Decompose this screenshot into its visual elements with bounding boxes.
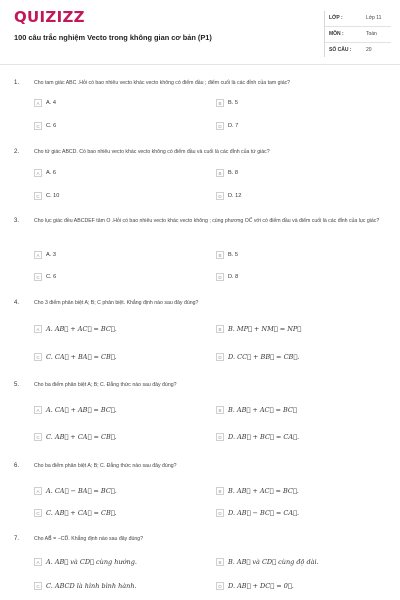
option-text: D. 12 xyxy=(228,193,242,199)
option-text: C. 6 xyxy=(46,123,57,129)
option-d[interactable] xyxy=(216,353,299,361)
option-letter-box: B xyxy=(216,251,224,259)
option-text: A. AB⃗ + AC⃗ = BC⃗. xyxy=(46,325,117,333)
option-letter-box: D xyxy=(216,273,224,281)
question-number: 6. xyxy=(14,463,20,469)
option-a[interactable] xyxy=(34,251,56,259)
option-letter-box: C xyxy=(34,273,42,281)
option-a[interactable] xyxy=(34,325,117,333)
meta-value: Lớp 11 xyxy=(366,15,382,21)
option-letter-box: C xyxy=(34,433,42,441)
option-a[interactable] xyxy=(34,406,117,414)
option-b[interactable] xyxy=(216,169,238,177)
option-letter-box: B xyxy=(216,169,224,177)
option-d[interactable] xyxy=(216,273,238,281)
question-text: Cho lục giác đều ABCDEF tâm O .Hỏi có bao nhiêu vecto khác vecto không ; cùng phương OC⃗ với có điểm đầu và điểm cuối là các đỉnh của lục giác? xyxy=(34,218,380,224)
worksheet-meta xyxy=(324,11,391,57)
question-text: Cho 3 điểm phân biệt A; B; C phân biệt. Khẳng định nào sau đây đúng? xyxy=(34,300,199,306)
option-text: C. CA⃗ + BA⃗ = CB⃗. xyxy=(46,353,117,361)
option-c[interactable] xyxy=(34,582,137,590)
option-text: B. AB⃗ + AC⃗ = BC⃗ xyxy=(228,406,297,414)
question-number: 1. xyxy=(14,80,20,86)
option-b[interactable] xyxy=(216,251,238,259)
meta-label: SỐ CÂU : xyxy=(329,47,352,53)
worksheet-header xyxy=(0,0,400,62)
meta-label: LỚP : xyxy=(329,15,343,21)
meta-row-subject xyxy=(325,27,391,43)
option-text: B. MP⃗ + NM⃗ = NP⃗ xyxy=(228,325,302,333)
option-letter-box: B xyxy=(216,99,224,107)
meta-value: Toán xyxy=(366,31,377,37)
option-letter-box: D xyxy=(216,509,224,517)
option-c[interactable] xyxy=(34,122,56,130)
question-text: Cho tam giác ABC .Hỏi có bao nhiêu vecto khác vecto không có điểm đầu ; điểm cuối là các đỉnh của tam giác? xyxy=(34,80,291,86)
option-text: B. 5 xyxy=(228,252,238,258)
option-letter-box: B xyxy=(216,325,224,333)
meta-label: MÔN : xyxy=(329,31,344,37)
question-number: 2. xyxy=(14,149,20,155)
option-text: C. AB⃗ + CA⃗ = CB⃗. xyxy=(46,433,117,441)
option-text: A. CA⃗ − BA⃗ = BC⃗. xyxy=(46,487,117,495)
option-letter-box: A xyxy=(34,169,42,177)
meta-row-count xyxy=(325,43,391,58)
option-letter-box: D xyxy=(216,192,224,200)
option-a[interactable] xyxy=(34,99,56,107)
option-text: C. 10 xyxy=(46,193,60,199)
option-c[interactable] xyxy=(34,433,117,441)
question-number: 7. xyxy=(14,536,20,542)
option-b[interactable] xyxy=(216,325,301,333)
option-text: C. AB⃗ + CA⃗ = CB⃗. xyxy=(46,509,117,517)
option-d[interactable] xyxy=(216,433,299,441)
worksheet-title: 100 câu trắc nghiệm Vecto trong không gian cơ bản (P1) xyxy=(14,33,212,42)
option-letter-box: B xyxy=(216,487,224,495)
option-d[interactable] xyxy=(216,509,299,517)
header-divider xyxy=(0,64,400,65)
option-text: D. AB⃗ + BC⃗ = CA⃗. xyxy=(228,433,300,441)
question-number: 4. xyxy=(14,300,20,306)
option-d[interactable] xyxy=(216,192,241,200)
option-letter-box: C xyxy=(34,509,42,517)
option-text: B. 8 xyxy=(228,170,238,176)
option-letter-box: C xyxy=(34,192,42,200)
option-text: A. 6 xyxy=(46,170,56,176)
option-text: D. CC⃗ + BB⃗ = CB⃗. xyxy=(228,353,300,361)
option-a[interactable] xyxy=(34,487,117,495)
meta-row-class xyxy=(325,11,391,27)
option-letter-box: D xyxy=(216,122,224,130)
option-text: A. 4 xyxy=(46,100,56,106)
question-text: Cho tứ giác ABCD. Có bao nhiêu vecto khác vecto không có điểm đầu và cuối là các đỉnh của tứ giác? xyxy=(34,149,270,155)
option-letter-box: D xyxy=(216,353,224,361)
option-b[interactable] xyxy=(216,558,319,566)
option-text: D. AB⃗ + DC⃗ = 0⃗. xyxy=(228,582,294,590)
option-text: D. 8 xyxy=(228,274,239,280)
option-text: D. 7 xyxy=(228,123,239,129)
option-text: B. AB⃗ và CD⃗ cùng độ dài. xyxy=(228,558,319,566)
option-text: C. 6 xyxy=(46,274,57,280)
option-letter-box: A xyxy=(34,99,42,107)
option-letter-box: C xyxy=(34,122,42,130)
option-a[interactable] xyxy=(34,169,56,177)
option-letter-box: B xyxy=(216,558,224,566)
option-a[interactable] xyxy=(34,558,137,566)
option-letter-box: D xyxy=(216,582,224,590)
option-letter-box: A xyxy=(34,325,42,333)
option-text: B. AB⃗ + AC⃗ = BC⃗. xyxy=(228,487,299,495)
option-letter-box: C xyxy=(34,582,42,590)
question-text: Cho ba điểm phân biệt A; B; C. Đẳng thức nào sau đây đúng? xyxy=(34,382,177,388)
option-c[interactable] xyxy=(34,273,56,281)
option-letter-box: A xyxy=(34,406,42,414)
question-number: 3. xyxy=(14,218,20,224)
option-d[interactable] xyxy=(216,582,294,590)
option-b[interactable] xyxy=(216,487,299,495)
option-text: A. 3 xyxy=(46,252,56,258)
question-number: 5. xyxy=(14,382,20,388)
question-text: Cho AB⃗ = −CD⃗. Khẳng định nào sau đây đúng? xyxy=(34,536,144,542)
option-letter-box: C xyxy=(34,353,42,361)
option-text: A. AB⃗ và CD⃗ cùng hướng. xyxy=(46,558,137,566)
option-text: A. CA⃗ + AB⃗ = BC⃗. xyxy=(46,406,117,414)
option-letter-box: D xyxy=(216,433,224,441)
option-text: D. AB⃗ − BC⃗ = CA⃗. xyxy=(228,509,300,517)
option-letter-box: B xyxy=(216,406,224,414)
option-b[interactable] xyxy=(216,99,238,107)
option-c[interactable] xyxy=(34,353,117,361)
option-letter-box: A xyxy=(34,558,42,566)
option-d[interactable] xyxy=(216,122,238,130)
quizizz-logo: QUIZIZZ xyxy=(14,8,85,26)
option-b[interactable] xyxy=(216,406,297,414)
question-text: Cho ba điểm phân biệt A; B; C. Đẳng thức nào sau đây đúng? xyxy=(34,463,177,469)
meta-value: 20 xyxy=(366,47,372,53)
option-c[interactable] xyxy=(34,509,117,517)
option-letter-box: A xyxy=(34,251,42,259)
option-text: C. ABCD là hình bình hành. xyxy=(46,582,137,590)
option-text: B. 5 xyxy=(228,100,238,106)
option-c[interactable] xyxy=(34,192,59,200)
option-letter-box: A xyxy=(34,487,42,495)
